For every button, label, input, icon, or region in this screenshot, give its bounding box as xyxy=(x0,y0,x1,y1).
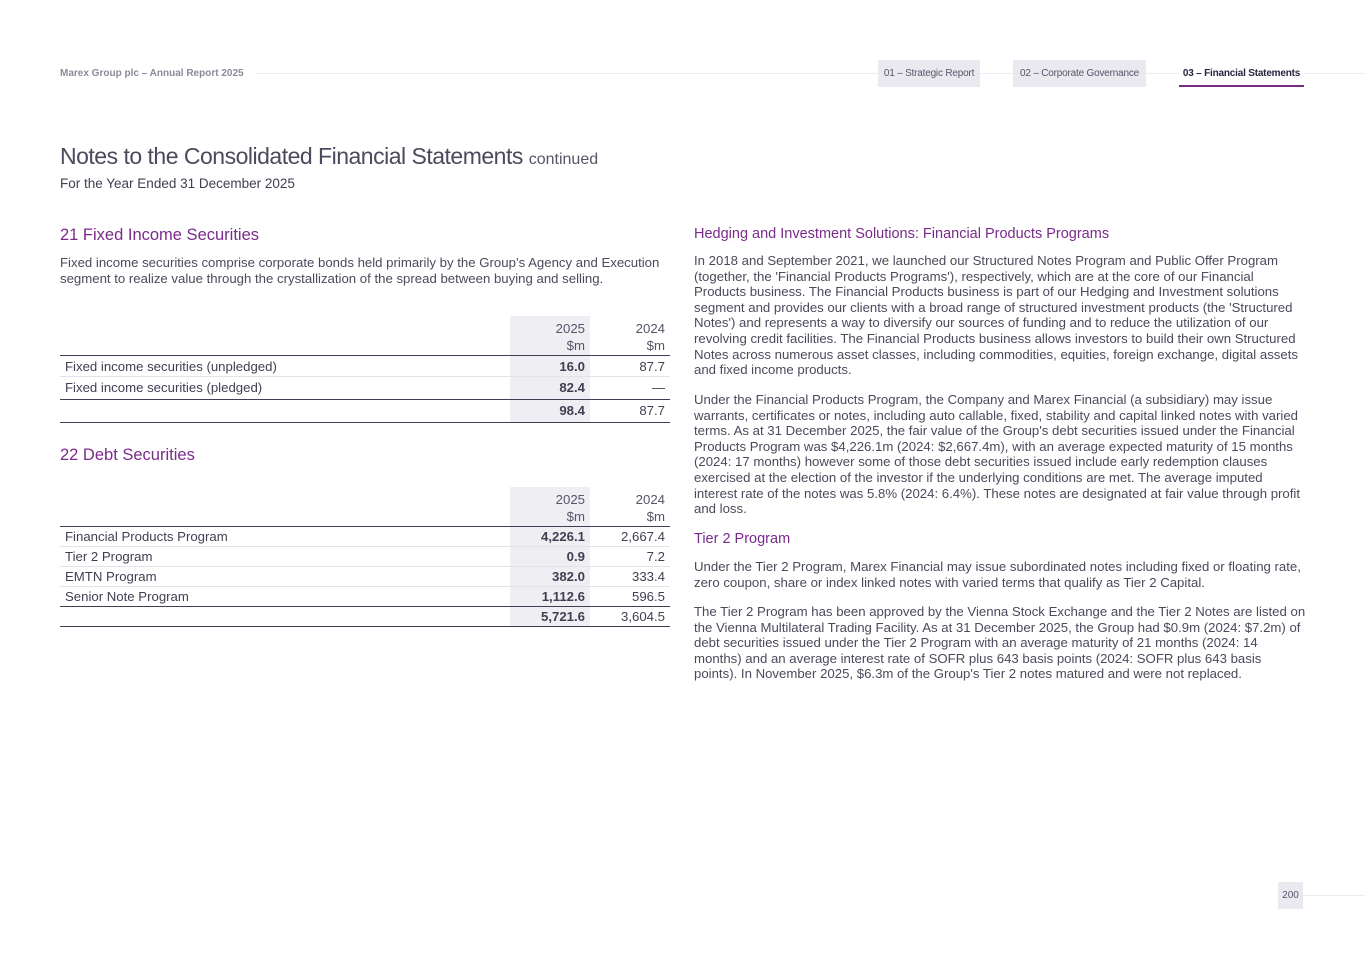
value-2025: 0.9 xyxy=(510,547,590,567)
column-unit: $m xyxy=(646,338,665,353)
table-row xyxy=(60,377,670,400)
value-2025: 16.0 xyxy=(510,356,590,377)
value-2024: 333.4 xyxy=(590,567,670,587)
tab-strategic-report[interactable]: 01 – Strategic Report xyxy=(878,60,980,87)
total-2025: 5,721.6 xyxy=(510,607,590,627)
row-label: Senior Note Program xyxy=(65,589,189,604)
page-title-text: Notes to the Consolidated Financial Statements xyxy=(60,143,523,169)
table-row xyxy=(60,567,670,587)
row-label: Financial Products Program xyxy=(60,527,510,547)
table-row xyxy=(60,547,670,567)
value-2025: 1,112.6 xyxy=(510,587,590,607)
fixed-income-table xyxy=(60,316,670,423)
tier2-paragraph-2: The Tier 2 Program has been approved by the Vienna Stock Exchange and the Tier 2 Notes are listed on the Vienna Multilateral Trading Facility. As at 31 December 2025, the Group had $0.9m (2024: $7.2m) of debt securities issued under the Tier 2 Program with an average maturity of 21 months (2024: 14 months) and an average interest rate of SOFR plus 643 basis points (2024: SOFR plus 643 basis points). In November 2025, $6.3m of the Group's Tier 2 notes matured and were not replaced. xyxy=(694,604,1306,682)
column-header-2025 xyxy=(510,487,590,527)
total-2024: 3,604.5 xyxy=(590,607,670,627)
note-21-heading: 21 Fixed Income Securities xyxy=(60,226,260,244)
page-title-suffix: continued xyxy=(528,151,599,168)
value-2025: 382.0 xyxy=(510,567,590,587)
column-unit: $m xyxy=(646,509,665,524)
column-header-2025 xyxy=(510,316,590,356)
tier2-paragraph-1: Under the Tier 2 Program, Marex Financial may issue subordinated notes including fixed or floating rate, zero coupon, share or index linked notes with varied terms that qualify as Tier 2 Capital. xyxy=(694,559,1301,590)
total-row xyxy=(60,400,670,423)
debt-securities-table xyxy=(60,487,670,627)
value-2024: — xyxy=(651,380,665,395)
value-2024: 2,667.4 xyxy=(590,527,670,547)
value-2024: 596.5 xyxy=(631,589,665,604)
row-label: Fixed income securities (unpledged) xyxy=(60,356,510,377)
note-22-heading: 22 Debt Securities xyxy=(60,446,195,464)
tier2-heading: Tier 2 Program xyxy=(694,531,791,547)
page-subtitle: For the Year Ended 31 December 2025 xyxy=(60,176,295,191)
value-2025: 82.4 xyxy=(510,377,590,400)
footer-divider xyxy=(1303,895,1365,896)
page-number: 200 xyxy=(1278,882,1303,909)
row-label: Fixed income securities (pledged) xyxy=(65,380,263,395)
total-row xyxy=(60,607,670,627)
column-unit: $m xyxy=(566,338,585,353)
total-2025: 98.4 xyxy=(510,400,590,423)
hedging-heading: Hedging and Investment Solutions: Financial Products Programs xyxy=(694,226,1110,242)
column-year: 2024 xyxy=(635,492,665,507)
table-row xyxy=(60,527,670,547)
tab-financial-statements[interactable]: 03 – Financial Statements xyxy=(1179,60,1304,87)
value-2024: 7.2 xyxy=(590,547,670,567)
column-year: 2024 xyxy=(635,321,665,336)
value-2025: 4,226.1 xyxy=(510,527,590,547)
table-row xyxy=(60,587,670,607)
tab-corporate-governance[interactable]: 02 – Corporate Governance xyxy=(1013,60,1146,87)
column-header-2024 xyxy=(590,316,670,356)
column-year: 2025 xyxy=(555,321,585,336)
column-header-2024 xyxy=(590,487,670,527)
note-21-body: Fixed income securities comprise corporate bonds held primarily by the Group’s Agency and Execution segment to realize value through the crystallization of the spread between buying and selling. xyxy=(60,255,660,286)
row-label: Tier 2 Program xyxy=(60,547,510,567)
column-unit: $m xyxy=(566,509,585,524)
hedging-paragraph-2: Under the Financial Products Program, the Company and Marex Financial (a subsidiary) may issue warrants, certificates or notes, including auto callable, fixed, stability and capital linked notes with varied terms. As at 31 December 2025, the fair value of the Group's debt securities issued under the Financial Products Program was $4,226.1m (2024: $2,667.4m), with an average expected maturity of 15 months (2024: 17 months) however some of those debt securities issued include early redemption clauses exercised at the election of the investor if the underlying conditions are met. The average imputed interest rate of the notes was 5.8% (2024: 6.4%). These notes are designated at fair value through profit and loss. xyxy=(694,392,1301,517)
row-label: EMTN Program xyxy=(60,567,510,587)
table-row xyxy=(60,356,670,377)
page-title xyxy=(60,143,598,170)
document-title: Marex Group plc – Annual Report 2025 xyxy=(60,68,244,79)
column-year: 2025 xyxy=(555,492,585,507)
hedging-paragraph-1: In 2018 and September 2021, we launched our Structured Notes Program and Public Offer Program (together, the 'Financial Products Programs'), respectively, which are at the core of our Financial Products business. The Financial Products business is part of our Hedging and Investment solutions segment and provides our clients with a broad range of structured investment products (the 'Structured Notes') and represents a way to diversify our sources of funding and to reduce the utilization of our revolving credit facilities. The Financial Products business allows investors to build their own Structured Notes across numerous asset classes, including commodities, equities, foreign exchange, digital assets and fixed income products. xyxy=(694,253,1298,378)
total-2024: 87.7 xyxy=(590,400,670,423)
value-2024: 87.7 xyxy=(590,356,670,377)
